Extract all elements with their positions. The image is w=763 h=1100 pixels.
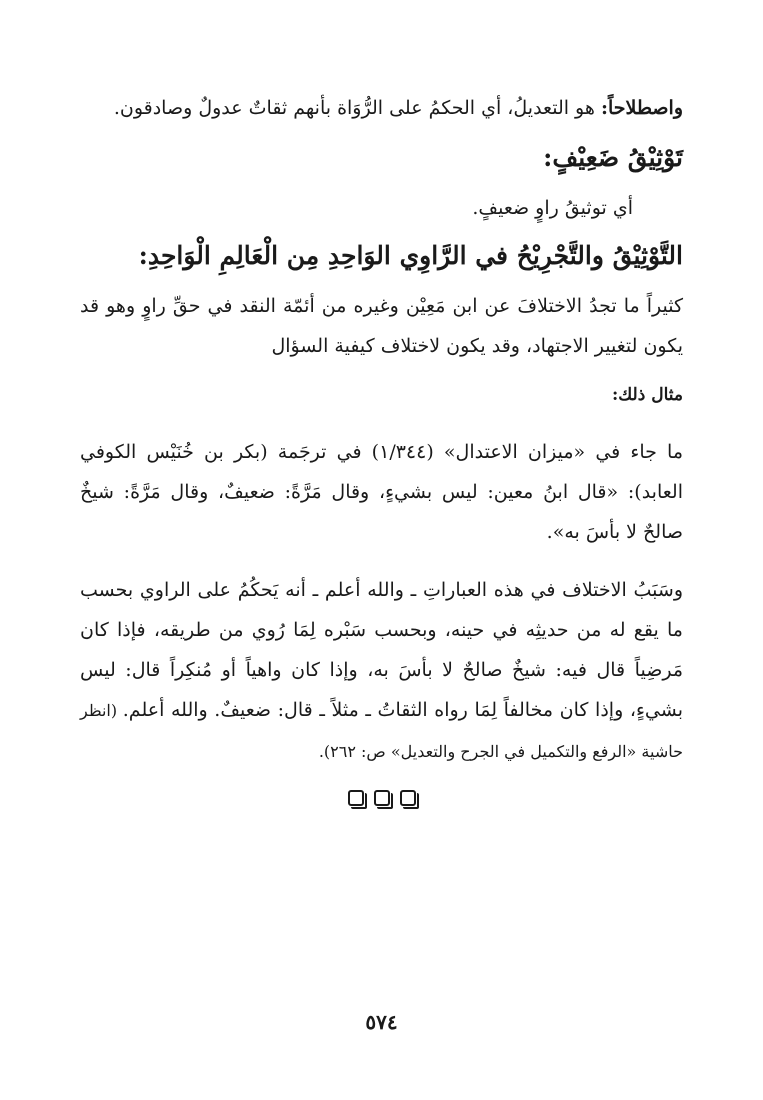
section-separator: [80, 790, 683, 806]
reason-paragraph: [80, 570, 683, 772]
example-paragraph: ما جاء في «ميزان الاعتدال» (١/٣٤٤) في ترجَمة (بكر بن خُنَيْس الكوفي العابد): «قال ابنُ معين: ليس بشيءٍ، وقال مَرَّةً: ضعيفٌ، وقال مَرَّةً: شيخٌ صالحٌ لا بأسَ به».: [80, 441, 683, 543]
separator-box-icon: [374, 790, 390, 806]
ikhtilaf-paragraph: كثيراً ما تجدُ الاختلافَ عن ابن مَعِيْن وغيره من أئمّة النقد في حقِّ راوٍ وهو قد يكون لتغيير الاجتهاد، وقد يكون لاختلاف كيفية السؤال: [80, 295, 683, 357]
definition-lead: واصطلاحاً:: [600, 97, 683, 119]
section-heading-tawthiq-daif: تَوْثِيْقُ ضَعِيْفٍ:: [543, 143, 683, 172]
definition-text: هو التعديلُ، أي الحكمُ على الرُّوَاة بأنهم ثقاتٌ عدولٌ وصادقون.: [113, 97, 601, 119]
example-subheading: مثال ذلك:: [611, 385, 683, 405]
separator-box-icon: [348, 790, 364, 806]
section-heading-tawthiq-tajrih: التَّوْثِيْقُ والتَّجْرِيْحُ في الرَّاوِي الوَاحِدِ مِن الْعَالِمِ الْوَاحِدِ:: [138, 241, 683, 270]
page-content: [80, 88, 683, 806]
reason-note: (انظر حاشية «الرفع والتكميل في الجرح والتعديل» ص: ٢٦٢).: [80, 701, 683, 761]
separator-box-icon: [400, 790, 416, 806]
page-number: ٥٧٤: [365, 1010, 398, 1034]
definition-paragraph: [80, 88, 683, 128]
tawthiq-daif-paragraph: أي توثيقُ راوٍ ضعيفٍ.: [472, 197, 633, 219]
reason-text: وسَبَبُ الاختلاف في هذه العباراتِ ـ والله أعلم ـ أنه يَحكُمُ على الراوي بحسب ما يقع له من حديثِه في حينه، وبحسب سَبْره لِمَا رُوي من طريقه، فإذا كان مَرضِياً قال فيه: شيخٌ صالحٌ لا بأسَ به، وإذا كان واهياً أو مُنكِراً قال: ليس بشيءٍ، وإذا كان مخالفاً لِمَا رواه الثقاتُ ـ مثلاً ـ قال: ضعيفٌ. والله أعلم.: [80, 579, 683, 721]
